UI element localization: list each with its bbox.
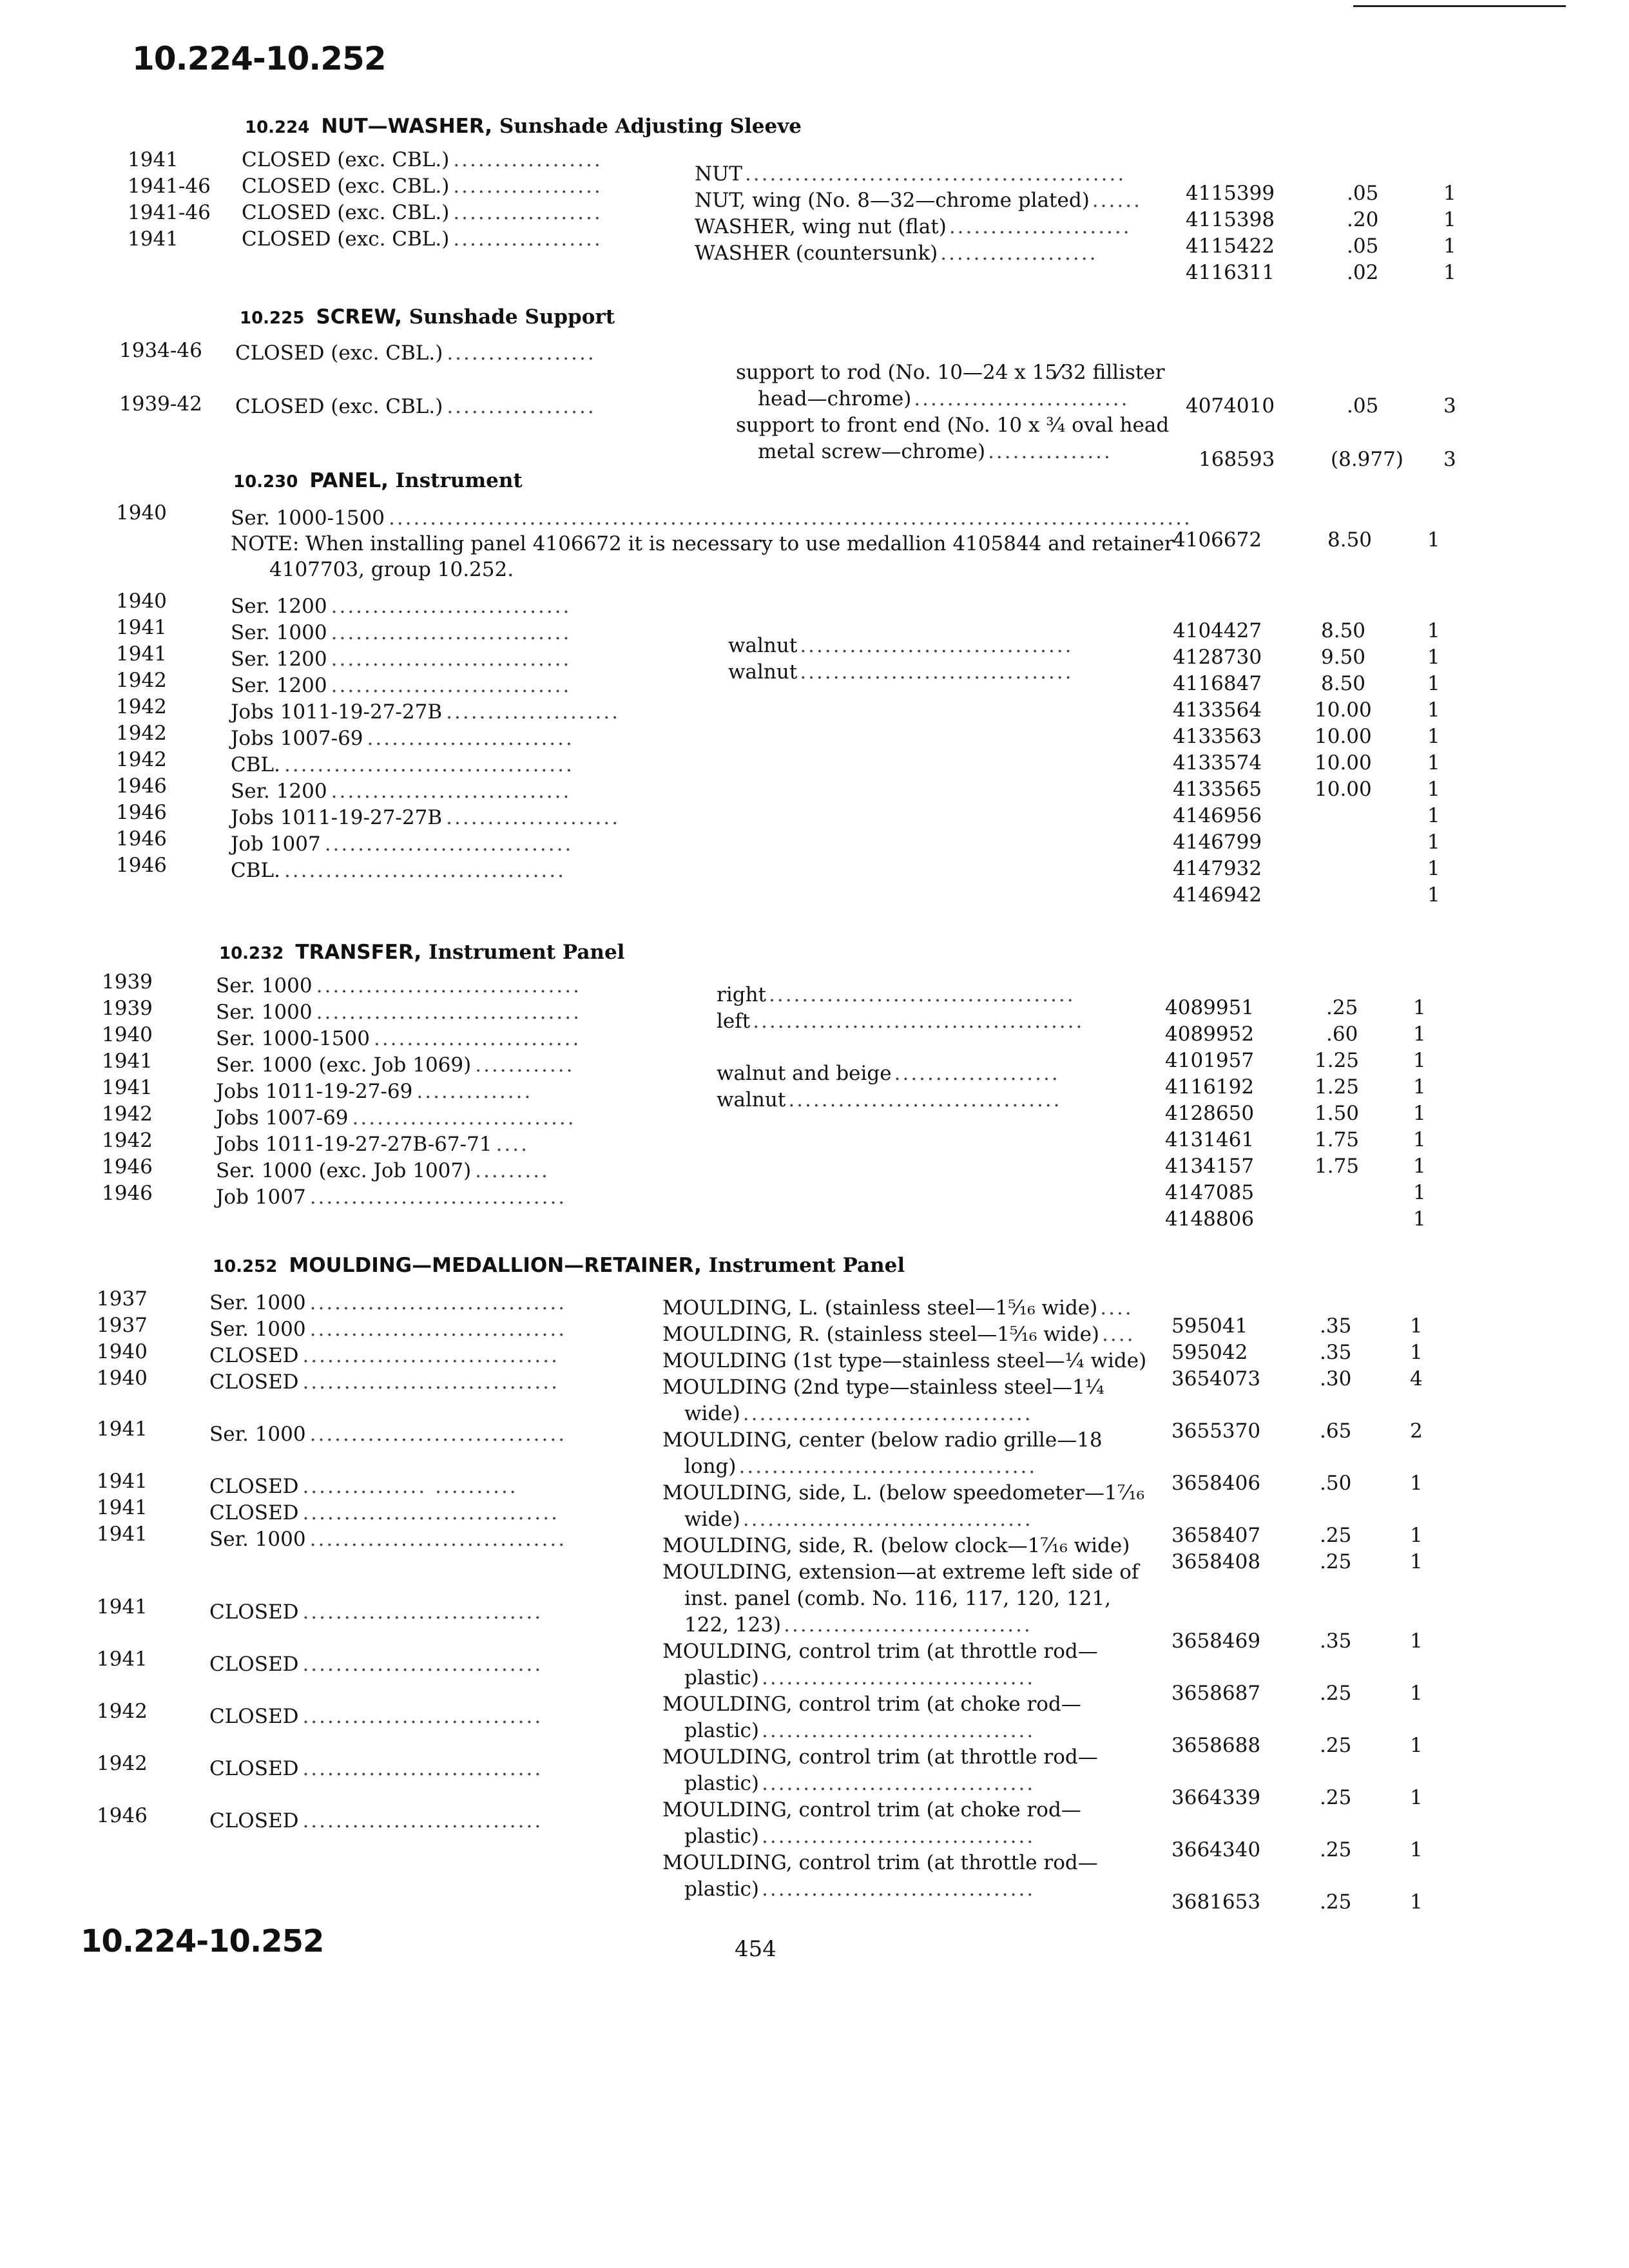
section-descriptions: MOULDING, L. (stainless steel—1⁵⁄₁₆ wide) .... MOULDING, R. (stainless steel—1⁵⁄₁₆ wide) .... MOULDING (1st type—stainless steel—¼ wide) MOULDING (2nd type—stainless steel—1¼ wide) ................................... MOULDING, center (below radio grille—18 long) .................................... MOULDING, side, L. (below speedometer—1⁷⁄₁₆ wide) ................................... MOULDING, side, R. (below clock—1⁷⁄₁₆ wide) MOULDING, extension—at extreme left side of inst. panel (comb. No. 116, 117, 120, 121, 122, 123) .............................. MOULDING, control trim (at throttle rod— plastic) ................................. MOULDING, control trim (at choke rod— plastic) ................................. MOULDING, control trim (at throttle rod— plastic) ................................. MOULDING, control trim (at choke rod— plastic) ................................. MOULDING, control trim (at throttle rod— plastic) ................................. [662,1296,1147,1901]
section-title: TRANSFER, [295,941,422,964]
year-cell: 1941 [116,616,167,639]
desc-cell: walnut [728,634,798,657]
part-number: 4133564 [1173,698,1262,722]
desc-cell: MOULDING, side, R. (below clock—1⁷⁄₁₆ wide) [662,1534,1130,1557]
section-years [119,338,202,418]
section-models: Ser. 1000-1500 ................................................................................................. Ser. 1200 ............................. Ser. 1000 ............................. Ser. 1200 ............................. Ser. 1200 ............................. Jobs 1011-19-27-27B ..................... Jobs 1007-69 ......................... CBL. ................................... Ser. 1200 ............................. Jobs 1011-19-27-27B ..................... Job 1007 .............................. CBL. .................................. [231,506,1192,882]
desc-cell: MOULDING, control trim (at throttle rod— [662,1640,1098,1663]
model-cell: Ser. 1000-1500 [231,506,385,530]
desc-cell: MOULDING, control trim (at choke rod— [662,1693,1081,1716]
section-descriptions: walnut ................................. walnut ................................. [728,634,1074,684]
desc-cell: plastic) [684,1772,759,1795]
part-qty: 1 [1410,1890,1423,1914]
part-price: .05 [1347,182,1379,205]
desc-cell: MOULDING (1st type—stainless steel—¼ wide) [662,1349,1147,1372]
desc-cell: MOULDING, center (below radio grille—18 [662,1428,1103,1452]
part-price: 10.00 [1315,751,1372,774]
model-cell: CLOSED [209,1809,299,1832]
model-cell: CLOSED (exc. CBL.) [242,201,450,224]
section-subtitle: Instrument Panel [708,1254,905,1277]
part-qty: 1 [1427,831,1440,854]
desc-cell: WASHER, wing nut (flat) [695,215,947,238]
part-number: 4133563 [1173,725,1262,748]
part-number: 3658406 [1171,1472,1261,1495]
part-qty: 1 [1443,261,1456,284]
part-number: 4089952 [1165,1023,1255,1046]
model-cell: CLOSED [209,1653,299,1676]
model-cell: Ser. 1000 [209,1423,306,1446]
section-heading-10-252 [213,1254,905,1277]
section-models: CLOSED (exc. CBL.) .................. CLOSED (exc. CBL.) .................. CLOSED (exc. CBL.) .................. CLOSED (exc. CBL.) .................. [242,148,602,251]
part-qty: 1 [1413,1049,1426,1072]
part-number: 3658408 [1171,1550,1261,1573]
year-cell: 1941 [102,1076,153,1099]
desc-cell: plastic) [684,1719,759,1742]
desc-cell: walnut [728,660,798,684]
section-title: SCREW, [316,305,402,329]
section-models: CLOSED (exc. CBL.) .................. CLOSED (exc. CBL.) .................. [235,341,596,418]
part-qty: 1 [1413,1155,1426,1178]
desc-cell: long) [684,1455,737,1478]
part-number: 4147085 [1165,1181,1255,1204]
part-number: 4116847 [1173,672,1262,695]
part-price: 10.00 [1315,725,1372,748]
section-models: Ser. 1000 ................................ Ser. 1000 ................................ Ser. 1000-1500 ......................... Ser. 1000 (exc. Job 1069) ............ Jobs 1011-19-27-69 .............. Jobs 1007-69 ........................... Jobs 1011-19-27-27B-67-71 .... Ser. 1000 (exc. Job 1007) ......... Job 1007 ............................... [216,974,581,1209]
part-price: 1.75 [1315,1128,1360,1151]
section-title: PANEL, [309,469,389,492]
part-qty: 1 [1427,778,1440,801]
section-number: 10.252 [213,1257,278,1276]
note-text: NOTE: When installing panel 4106672 it is necessary to use medallion 4105844 and retainer [231,532,1174,555]
part-number: 4133574 [1173,751,1262,774]
year-cell: 1941 [97,1648,148,1671]
part-qty: 1 [1410,1524,1423,1547]
part-price: .25 [1320,1838,1352,1861]
year-cell: 1937 [97,1287,148,1311]
part-qty: 1 [1427,528,1440,552]
part-price: 8.50 [1321,672,1366,695]
model-cell: Ser. 1000 (exc. Job 1069) [216,1053,472,1077]
model-cell: Ser. 1200 [231,780,327,803]
desc-cell: MOULDING, control trim (at choke rod— [662,1798,1081,1821]
desc-cell: MOULDING, R. (stainless steel—1⁵⁄₁₆ wide) [662,1323,1100,1346]
part-number: 3664339 [1171,1786,1261,1809]
model-cell: CLOSED (exc. CBL.) [235,395,443,418]
desc-cell: right [717,983,767,1006]
model-cell: Ser. 1000 [216,1001,313,1024]
section-number: 10.225 [240,309,305,328]
part-qty: 1 [1410,1314,1423,1338]
part-qty: 1 [1427,751,1440,774]
year-cell: 1939-42 [119,392,202,416]
year-cell: 1941 [102,1050,153,1073]
model-cell: Ser. 1000 [209,1528,306,1551]
part-qty: 1 [1410,1472,1423,1495]
model-cell: CBL. [231,859,280,882]
part-price: 1.25 [1315,1049,1360,1072]
model-cell: Ser. 1000 [209,1318,306,1341]
model-cell: CLOSED (exc. CBL.) [242,148,450,171]
part-qty: 1 [1443,235,1456,258]
desc-cell: walnut [717,1088,786,1111]
model-cell: Ser. 1000-1500 [216,1027,370,1050]
part-qty: 1 [1427,646,1440,669]
desc-cell: inst. panel (comb. No. 116, 117, 120, 121, [684,1587,1112,1610]
year-cell: 1940 [97,1340,148,1363]
part-price: 1.25 [1315,1075,1360,1099]
desc-cell: NUT [695,162,742,186]
part-number: 3655370 [1171,1419,1261,1443]
part-price: .25 [1320,1682,1352,1705]
part-price: 8.50 [1327,528,1373,552]
desc-cell: NUT, wing (No. 8—32—chrome plated) [695,189,1090,212]
section-title: NUT—WASHER, [321,115,493,138]
part-number: 4128650 [1165,1102,1255,1125]
year-cell: 1946 [116,774,167,798]
year-cell: 1940 [116,590,167,613]
year-cell: 1934-46 [119,339,202,362]
desc-cell: 122, 123) [684,1613,782,1637]
part-qty: 4 [1410,1367,1423,1390]
part-number: 4101957 [1165,1049,1255,1072]
part-number: 595041 [1171,1314,1248,1338]
part-number: 4147932 [1173,857,1262,880]
page-footer-range: 10.224-10.252 [81,1923,324,1959]
desc-cell: MOULDING, side, L. (below speedometer—1⁷⁄₁₆ [662,1481,1145,1504]
part-qty: 1 [1410,1682,1423,1705]
model-cell: CLOSED [209,1705,299,1728]
section-descriptions: support to rod (No. 10—24 x 15⁄32 fillister head—chrome) .......................... support to front end (No. 10 x ¾ oval head metal screw—chrome) ............... [736,361,1170,463]
part-price: .60 [1326,1023,1358,1046]
part-price: 8.50 [1321,619,1366,642]
model-cell: CLOSED (exc. CBL.) [235,341,443,365]
model-cell: Jobs 1011-19-27-27B-67-71 [216,1133,492,1156]
section-descriptions: NUT .............................................. NUT, wing (No. 8—32—chrome plated) ...... WASHER, wing nut (flat) ...................... WASHER (countersunk) ................... [695,162,1142,265]
part-qty: 1 [1413,1181,1426,1204]
section-years [116,500,167,879]
year-cell: 1941-46 [128,175,211,198]
section-heading-10-230 [233,469,523,492]
section-number: 10.232 [219,944,284,963]
year-cell: 1946 [97,1804,148,1827]
section-subtitle: Sunshade Support [409,305,615,329]
model-cell: Jobs 1007-69 [231,727,363,750]
year-cell: 1941 [97,1418,148,1441]
part-number: 4115398 [1186,208,1275,231]
part-number: 3664340 [1171,1838,1261,1861]
part-price: .25 [1320,1524,1352,1547]
model-cell: CLOSED [209,1501,299,1524]
year-cell: 1941 [128,227,178,251]
part-number: 4116192 [1165,1075,1255,1099]
part-number: 3654073 [1171,1367,1261,1390]
model-cell: Ser. 1200 [231,648,327,671]
part-price: .35 [1320,1341,1352,1364]
part-price: .25 [1326,996,1358,1019]
part-price: .50 [1320,1472,1352,1495]
part-number: 4115399 [1186,182,1275,205]
year-cell: 1946 [116,854,167,877]
desc-cell: MOULDING, control trim (at throttle rod— [662,1851,1098,1874]
part-qty: 1 [1427,698,1440,722]
year-cell: 1942 [116,748,167,771]
part-price: 9.50 [1321,646,1366,669]
desc-cell: WASHER (countersunk) [695,242,938,265]
part-number: 4133565 [1173,778,1262,801]
desc-cell: left [717,1010,751,1033]
part-price: 1.75 [1315,1155,1360,1178]
desc-cell: wide) [684,1508,740,1531]
part-price: .65 [1320,1419,1352,1443]
page-number: 454 [735,1936,776,1962]
section-subtitle: Instrument Panel [429,941,625,964]
part-number: 3681653 [1171,1890,1261,1914]
year-cell: 1942 [97,1700,148,1723]
part-number: 3658407 [1171,1524,1261,1547]
desc-cell: support to front end (No. 10 x ¾ oval head [736,414,1170,437]
section-heading-10-232 [219,941,624,964]
desc-cell: metal screw—chrome) [758,440,986,463]
model-cell: Ser. 1000 [209,1291,306,1314]
part-price: 10.00 [1315,778,1372,801]
part-number: 3658469 [1171,1629,1261,1653]
part-qty: 1 [1413,1075,1426,1099]
year-cell: 1942 [116,695,167,718]
year-cell: 1940 [97,1367,148,1390]
part-price: (8.977) [1331,448,1403,471]
part-number: 4134157 [1165,1155,1255,1178]
part-qty: 3 [1443,394,1456,418]
model-cell: Ser. 1000 [231,621,327,644]
model-cell: Jobs 1011-19-27-69 [216,1080,413,1103]
part-qty: 1 [1413,1207,1426,1231]
part-price: .25 [1320,1734,1352,1757]
part-qty: 1 [1427,804,1440,827]
section-years [128,147,211,253]
model-cell: Job 1007 [231,832,321,856]
part-number: 4116311 [1186,261,1275,284]
year-cell: 1946 [116,801,167,824]
section-models: Ser. 1000 ............................... Ser. 1000 ............................... CLOSED ............................... CLOSED ............................... Ser. 1000 ............................... CLOSED ............... .......... CLOSED ............................... Ser. 1000 ............................... CLOSED ............................. CLOSED ............................. CLOSED ............................. CLOSED ............................. CLOSED ............................. [209,1291,567,1832]
model-cell: Jobs 1007-69 [216,1106,349,1129]
year-cell: 1941 [128,148,178,171]
part-qty: 1 [1427,725,1440,748]
part-price: .30 [1320,1367,1352,1390]
part-qty: 2 [1410,1419,1423,1443]
part-number: 4131461 [1165,1128,1255,1151]
part-price: .05 [1347,235,1379,258]
part-number: 4146799 [1173,831,1262,854]
page-header-range: 10.224-10.252 [132,40,386,77]
desc-cell: plastic) [684,1666,759,1689]
year-cell: 1940 [102,1023,153,1046]
part-qty: 1 [1410,1550,1423,1573]
desc-cell: walnut and beige [717,1062,892,1085]
section-title: MOULDING—MEDALLION—RETAINER, [289,1254,702,1277]
part-price: .35 [1320,1314,1352,1338]
part-number: 3658688 [1171,1734,1261,1757]
part-number: 3658687 [1171,1682,1261,1705]
year-cell: 1942 [116,669,167,692]
part-number: 168593 [1199,448,1275,471]
model-cell: CLOSED (exc. CBL.) [242,175,450,198]
year-cell: 1941-46 [128,201,211,224]
model-cell: CBL. [231,753,280,776]
desc-cell: MOULDING, extension—at extreme left side of [662,1561,1139,1584]
note-text-continued: 4107703, group 10.252. [269,558,514,581]
part-price: .25 [1320,1890,1352,1914]
part-qty: 1 [1413,996,1426,1019]
part-qty: 1 [1443,182,1456,205]
part-price: .25 [1320,1550,1352,1573]
desc-cell: head—chrome) [758,387,912,410]
section-number: 10.224 [245,118,310,137]
year-cell: 1942 [116,722,167,745]
desc-cell: MOULDING, control trim (at throttle rod— [662,1745,1098,1769]
part-number: 4106672 [1173,528,1262,552]
part-qty: 1 [1410,1629,1423,1653]
year-cell: 1939 [102,970,153,994]
year-cell: 1940 [116,501,167,524]
model-cell: CLOSED [209,1757,299,1780]
section-years [102,969,153,1207]
model-cell: Ser. 1200 [231,674,327,697]
part-price: 1.50 [1315,1102,1360,1125]
model-cell: CLOSED (exc. CBL.) [242,227,450,251]
section-years [97,1286,148,1829]
model-cell: Ser. 1200 [231,595,327,618]
part-qty: 1 [1427,619,1440,642]
part-number: 595042 [1171,1341,1248,1364]
year-cell: 1941 [97,1595,148,1619]
section-subtitle: Instrument [395,469,523,492]
top-rule [1353,5,1566,7]
model-cell: Jobs 1011-19-27-27B [231,700,443,724]
part-qty: 1 [1410,1734,1423,1757]
part-qty: 1 [1410,1786,1423,1809]
model-cell: CLOSED [209,1475,299,1498]
section-number: 10.230 [233,472,298,492]
year-cell: 1941 [97,1496,148,1519]
year-cell: 1942 [97,1752,148,1775]
part-price: .05 [1347,394,1379,418]
part-qty: 1 [1427,883,1440,907]
part-number: 4128730 [1173,646,1262,669]
part-price: 10.00 [1315,698,1372,722]
model-cell: Job 1007 [216,1186,306,1209]
section-subtitle: Sunshade Adjusting Sleeve [499,115,802,138]
part-price: .20 [1347,208,1379,231]
desc-cell: wide) [684,1402,740,1425]
part-qty: 1 [1427,672,1440,695]
part-qty: 1 [1443,208,1456,231]
part-qty: 3 [1443,448,1456,471]
year-cell: 1946 [116,827,167,850]
part-qty: 1 [1413,1023,1426,1046]
desc-cell: plastic) [684,1825,759,1848]
year-cell: 1946 [102,1182,153,1205]
year-cell: 1937 [97,1314,148,1337]
year-cell: 1946 [102,1155,153,1178]
model-cell: CLOSED [209,1600,299,1624]
part-number: 4089951 [1165,996,1255,1019]
part-number: 4074010 [1186,394,1275,418]
desc-cell: support to rod (No. 10—24 x 15⁄32 fillister [736,361,1165,384]
section-heading-10-225 [240,305,615,329]
model-cell: Jobs 1011-19-27-27B [231,806,443,829]
part-number: 4146956 [1173,804,1262,827]
model-cell: Ser. 1000 (exc. Job 1007) [216,1159,472,1182]
part-price: .35 [1320,1629,1352,1653]
part-qty: 1 [1413,1102,1426,1125]
model-cell: Ser. 1000 [216,974,313,997]
year-cell: 1942 [102,1129,153,1152]
part-number: 4146942 [1173,883,1262,907]
desc-cell: MOULDING (2nd type—stainless steel—1¼ [662,1376,1104,1399]
year-cell: 1941 [97,1470,148,1493]
model-cell: CLOSED [209,1370,299,1394]
year-cell: 1942 [102,1102,153,1126]
year-cell: 1941 [116,642,167,666]
part-price: .25 [1320,1786,1352,1809]
desc-cell: plastic) [684,1878,759,1901]
year-cell: 1939 [102,997,153,1020]
part-qty: 1 [1410,1341,1423,1364]
desc-cell: MOULDING, L. (stainless steel—1⁵⁄₁₆ wide) [662,1296,1098,1320]
section-descriptions: right ..................................... left ........................................ walnut and beige .................... walnut ................................. [717,983,1084,1111]
year-cell: 1941 [97,1523,148,1546]
section-heading-10-224 [245,115,802,138]
part-number: 4115422 [1186,235,1275,258]
model-cell: CLOSED [209,1344,299,1367]
part-qty: 1 [1410,1838,1423,1861]
part-price: .02 [1347,261,1379,284]
part-qty: 1 [1427,857,1440,880]
part-number: 4104427 [1173,619,1262,642]
part-qty: 1 [1413,1128,1426,1151]
part-number: 4148806 [1165,1207,1255,1231]
